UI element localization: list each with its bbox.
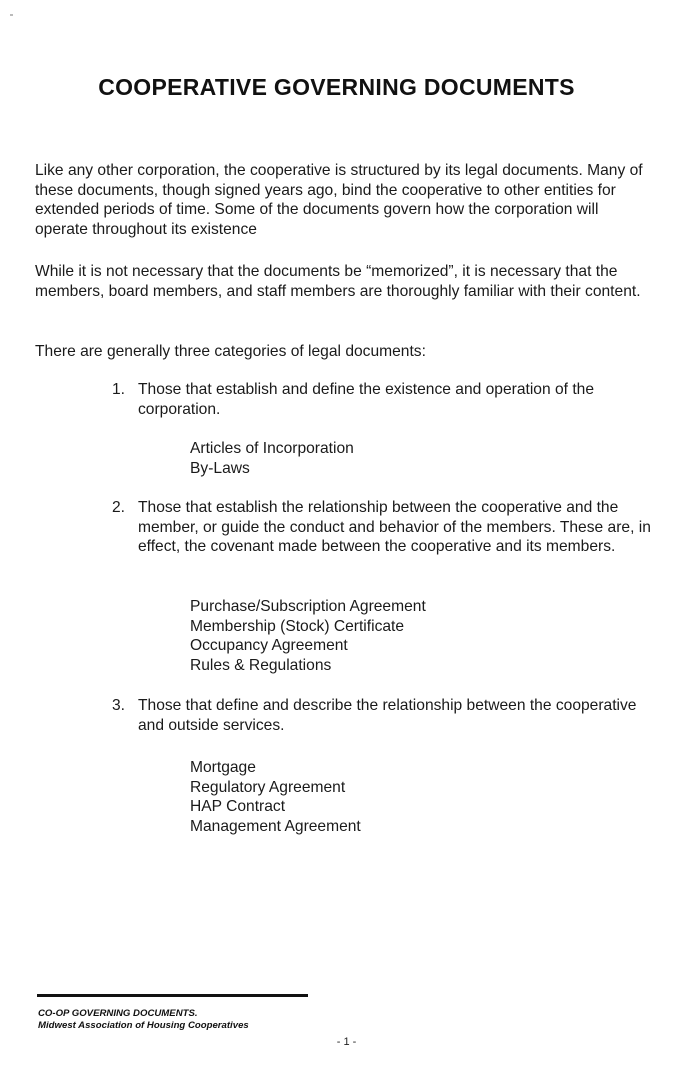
document-name: Membership (Stock) Certificate [190,617,405,635]
document-name: Regulatory Agreement [190,778,346,796]
footer-divider [37,994,308,997]
page-title: COOPERATIVE GOVERNING DOCUMENTS [98,74,575,100]
document-list-2 [190,597,426,675]
category-number: 3. [112,697,126,714]
document-name: Occupancy Agreement [190,637,348,655]
document-list-3 [190,758,361,836]
category-item-1 [112,380,657,419]
document-name: HAP Contract [190,798,286,816]
document-name: Purchase/Subscription Agreement [190,598,426,615]
familiarity-paragraph: While it is not necessary that the documents be “memorized”, it is necessary that the members, board members, and staff members are thoroughly familiar with their content. [35,263,641,300]
footer-document-title: CO-OP GOVERNING DOCUMENTS. [38,1008,198,1019]
document-name: Mortgage [190,759,256,776]
category-number: 1. [112,381,126,398]
document-name: Articles of Incorporation [190,440,354,457]
category-item-3 [112,696,657,735]
scan-speck [10,14,13,16]
document-list-1 [190,439,354,478]
document-name: By-Laws [190,459,250,477]
category-text: Those that establish and define the existence and operation of the corporation. [138,381,595,418]
category-text: Those that define and describe the relationship between the cooperative and outside services. [138,697,637,734]
category-item-2 [112,498,657,557]
document-name: Management Agreement [190,817,361,835]
categories-intro: There are generally three categories of legal documents: [35,343,426,360]
intro-paragraph: Like any other corporation, the cooperative is structured by its legal documents. Many of these documents, though signed years ago, bind the cooperative to other entities for extended periods of time. Some of the documents govern how the corporation will operate throughout its existence [35,162,643,238]
category-text: Those that establish the relationship between the cooperative and the member, or guide the conduct and behavior of the members. These are, in effect, the covenant made between the cooperative and its members. [138,499,651,556]
category-number: 2. [112,499,126,516]
document-name: Rules & Regulations [190,656,332,674]
page-number: - 1 - [336,1036,357,1048]
footer-organization: Midwest Association of Housing Cooperatives [38,1020,249,1031]
